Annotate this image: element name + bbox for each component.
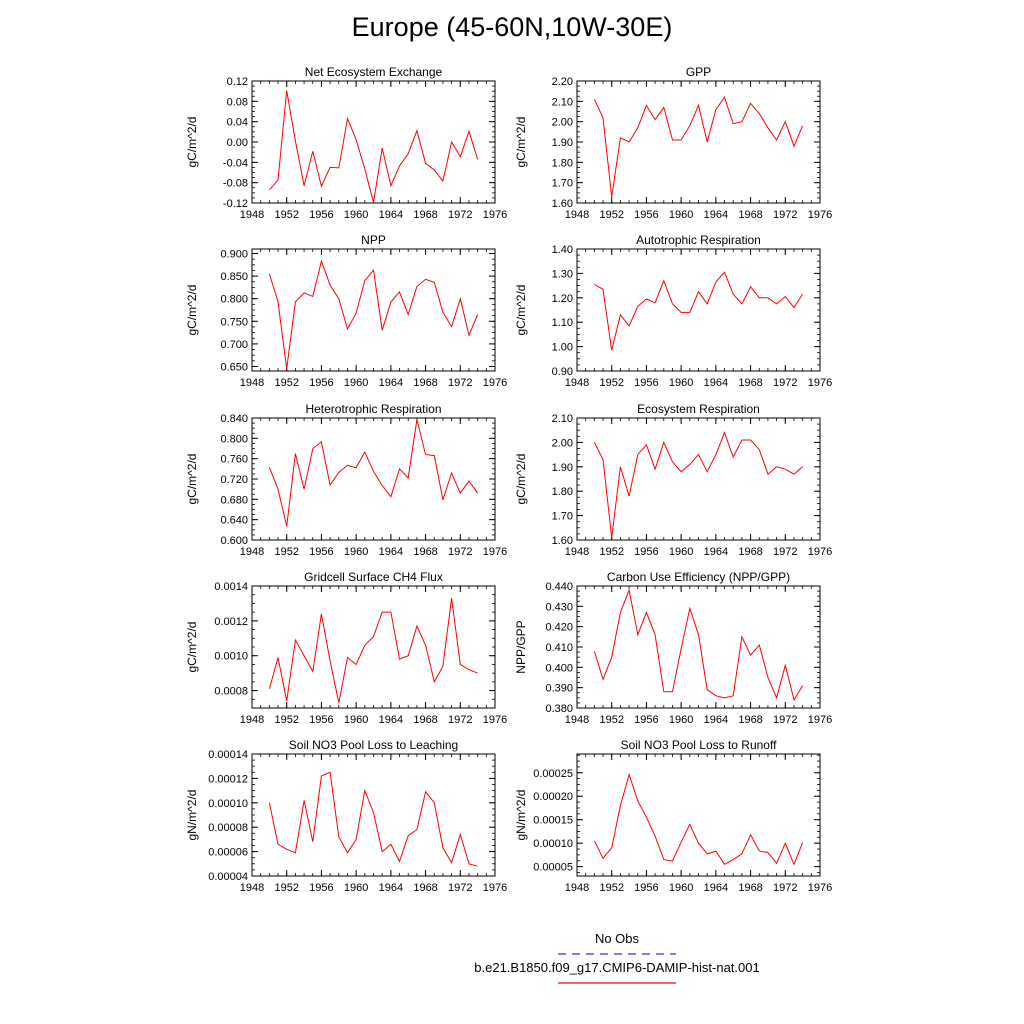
x-tick-label: 1948 <box>239 714 265 726</box>
x-tick-label: 1968 <box>413 714 438 726</box>
y-tick-label: 1.90 <box>551 137 573 149</box>
y-axis-label: gC/m^2/d <box>514 284 528 336</box>
x-tick-label: 1956 <box>634 377 659 389</box>
y-tick-label: 1.80 <box>551 157 573 170</box>
x-tick-label: 1948 <box>239 209 265 221</box>
x-tick-label: 1968 <box>413 546 438 558</box>
panel-title: Soil NO3 Pool Loss to Runoff <box>620 738 777 752</box>
y-axis-label: gC/m^2/d <box>514 453 528 505</box>
y-axis-label: gN/m^2/d <box>185 789 199 841</box>
y-tick-label: 0.640 <box>220 514 248 527</box>
y-tick-label: 0.840 <box>220 413 248 425</box>
x-tick-label: 1964 <box>378 714 404 726</box>
y-tick-label: 0.12 <box>226 76 248 88</box>
x-tick-label: 1968 <box>738 714 763 726</box>
y-axis-label: gC/m^2/d <box>185 453 199 505</box>
panel-title: Autotrophic Respiration <box>636 233 761 247</box>
x-tick-label: 1972 <box>773 209 798 221</box>
x-tick-label: 1972 <box>773 546 798 558</box>
y-tick-label: 0.00005 <box>533 861 573 874</box>
x-tick-label: 1960 <box>343 714 369 726</box>
x-tick-label: 1952 <box>599 377 624 389</box>
legend-model-label: b.e21.B1850.f09_g17.CMIP6-DAMIP-hist-nat.001 <box>474 960 760 975</box>
x-tick-label: 1976 <box>482 546 508 558</box>
y-tick-label: 0.0008 <box>214 685 248 698</box>
x-tick-label: 1952 <box>599 882 624 894</box>
y-tick-label: 0.900 <box>220 248 248 261</box>
x-tick-label: 1976 <box>482 377 508 389</box>
x-tick-label: 1968 <box>413 377 438 389</box>
x-tick-label: 1972 <box>448 377 473 389</box>
panel-title: NPP <box>361 233 386 247</box>
x-tick-label: 1960 <box>668 714 694 726</box>
x-tick-label: 1960 <box>343 377 369 389</box>
x-tick-label: 1952 <box>599 209 624 221</box>
y-tick-label: -0.08 <box>222 177 248 190</box>
x-tick-label: 1948 <box>564 714 590 726</box>
x-tick-label: 1976 <box>807 882 833 894</box>
y-tick-label: 0.430 <box>545 601 573 614</box>
x-tick-label: 1976 <box>807 714 833 726</box>
x-tick-label: 1956 <box>309 546 334 558</box>
panel-title: Carbon Use Efficiency (NPP/GPP) <box>606 570 791 584</box>
x-tick-label: 1972 <box>448 882 473 894</box>
x-tick-label: 1964 <box>378 377 404 389</box>
x-tick-label: 1972 <box>448 209 473 221</box>
y-tick-label: 2.00 <box>551 116 573 129</box>
x-tick-label: 1956 <box>634 209 659 221</box>
y-tick-label: 2.10 <box>551 96 573 109</box>
x-tick-label: 1964 <box>703 209 729 221</box>
y-tick-label: 0.90 <box>551 366 573 378</box>
x-tick-label: 1972 <box>773 377 798 389</box>
x-tick-label: 1948 <box>564 546 590 558</box>
panel-title: Heterotrophic Respiration <box>305 402 442 416</box>
y-tick-label: 1.60 <box>551 198 573 210</box>
y-tick-label: 0.760 <box>220 453 248 466</box>
y-axis-label: gN/m^2/d <box>514 789 528 841</box>
y-tick-label: 0.410 <box>545 642 573 654</box>
y-tick-label: 0.400 <box>545 662 573 675</box>
y-tick-label: 0.04 <box>226 116 248 129</box>
y-tick-label: 0.00010 <box>208 797 248 810</box>
y-tick-label: 0.390 <box>545 682 573 695</box>
x-tick-label: 1948 <box>564 209 590 221</box>
y-tick-label: 2.20 <box>551 76 573 88</box>
y-tick-label: 0.00006 <box>208 846 248 859</box>
y-tick-label: 1.80 <box>551 486 573 499</box>
x-tick-label: 1956 <box>634 546 659 558</box>
y-tick-label: 0.00010 <box>533 838 573 851</box>
x-tick-label: 1964 <box>703 714 729 726</box>
y-tick-label: 0.00004 <box>208 871 248 883</box>
x-tick-label: 1968 <box>738 546 763 558</box>
x-tick-label: 1968 <box>413 882 438 894</box>
panel-title: Soil NO3 Pool Loss to Leaching <box>288 738 459 752</box>
x-tick-label: 1960 <box>343 209 369 221</box>
x-tick-label: 1968 <box>738 377 763 389</box>
x-tick-label: 1956 <box>309 714 334 726</box>
x-tick-label: 1952 <box>274 546 299 558</box>
x-tick-label: 1960 <box>668 546 694 558</box>
x-tick-label: 1976 <box>482 209 508 221</box>
x-tick-label: 1956 <box>309 209 334 221</box>
y-tick-label: 0.00020 <box>533 791 573 804</box>
panel-title: Gridcell Surface CH4 Flux <box>304 570 443 584</box>
y-tick-label: 0.380 <box>545 703 573 715</box>
y-tick-label: 0.680 <box>220 494 248 507</box>
y-tick-label: 1.60 <box>551 535 573 547</box>
panel-title: Ecosystem Respiration <box>637 402 760 416</box>
figure-title: Europe (45-60N,10W-30E) <box>351 12 673 42</box>
y-axis-label: NPP/GPP <box>514 620 528 674</box>
x-tick-label: 1952 <box>274 377 299 389</box>
x-tick-label: 1976 <box>482 882 508 894</box>
y-tick-label: 0.650 <box>220 361 248 374</box>
y-tick-label: 0.00015 <box>533 814 573 827</box>
y-tick-label: 0.00014 <box>208 749 248 761</box>
x-tick-label: 1960 <box>668 377 694 389</box>
x-tick-label: 1964 <box>378 546 404 558</box>
x-tick-label: 1952 <box>599 714 624 726</box>
x-tick-label: 1964 <box>703 377 729 389</box>
y-tick-label: -0.12 <box>222 198 248 210</box>
y-tick-label: 0.00008 <box>208 822 248 835</box>
x-tick-label: 1960 <box>668 882 694 894</box>
x-tick-label: 1972 <box>773 882 798 894</box>
x-tick-label: 1956 <box>634 714 659 726</box>
y-tick-label: 0.00 <box>226 137 248 149</box>
x-tick-label: 1976 <box>807 546 833 558</box>
x-tick-label: 1948 <box>564 882 590 894</box>
x-tick-label: 1952 <box>274 882 299 894</box>
x-tick-label: 1960 <box>343 882 369 894</box>
y-tick-label: 0.0010 <box>214 650 248 663</box>
y-axis-label: gC/m^2/d <box>185 284 199 336</box>
y-tick-label: 0.0012 <box>214 615 248 628</box>
panel-title: GPP <box>685 65 712 79</box>
x-tick-label: 1956 <box>634 882 659 894</box>
y-tick-label: 0.700 <box>220 338 248 351</box>
x-tick-label: 1956 <box>309 882 334 894</box>
y-axis-label: gC/m^2/d <box>185 621 199 673</box>
x-tick-label: 1956 <box>309 377 334 389</box>
x-tick-label: 1948 <box>239 546 265 558</box>
y-tick-label: 2.10 <box>551 413 573 425</box>
x-tick-label: 1968 <box>738 209 763 221</box>
y-tick-label: 0.800 <box>220 433 248 446</box>
y-axis-label: gC/m^2/d <box>514 116 528 168</box>
y-tick-label: 0.800 <box>220 293 248 306</box>
y-tick-label: 1.30 <box>551 268 573 281</box>
y-tick-label: 1.00 <box>551 341 573 354</box>
x-tick-label: 1952 <box>274 714 299 726</box>
x-tick-label: 1964 <box>703 546 729 558</box>
y-tick-label: 0.440 <box>545 581 573 593</box>
y-axis-label: gC/m^2/d <box>185 116 199 168</box>
x-tick-label: 1968 <box>738 882 763 894</box>
y-tick-label: 1.40 <box>551 244 573 256</box>
y-tick-label: 1.90 <box>551 461 573 474</box>
x-tick-label: 1972 <box>773 714 798 726</box>
x-tick-label: 1976 <box>482 714 508 726</box>
y-tick-label: 0.850 <box>220 271 248 284</box>
x-tick-label: 1952 <box>274 209 299 221</box>
y-tick-label: 0.750 <box>220 316 248 329</box>
x-tick-label: 1972 <box>448 714 473 726</box>
x-tick-label: 1960 <box>668 209 694 221</box>
y-tick-label: 0.420 <box>545 621 573 634</box>
x-tick-label: 1972 <box>448 546 473 558</box>
y-tick-label: 1.20 <box>551 292 573 305</box>
y-tick-label: 0.08 <box>226 96 248 109</box>
x-tick-label: 1964 <box>378 882 404 894</box>
x-tick-label: 1960 <box>343 546 369 558</box>
x-tick-label: 1976 <box>807 209 833 221</box>
x-tick-label: 1948 <box>564 377 590 389</box>
y-tick-label: -0.04 <box>222 157 248 170</box>
y-tick-label: 2.00 <box>551 437 573 450</box>
panel-title: Net Ecosystem Exchange <box>304 65 443 79</box>
y-tick-label: 0.00025 <box>533 767 573 780</box>
y-tick-label: 1.10 <box>551 317 573 330</box>
x-tick-label: 1968 <box>413 209 438 221</box>
x-tick-label: 1948 <box>239 377 265 389</box>
x-tick-label: 1964 <box>378 209 404 221</box>
y-tick-label: 0.00012 <box>208 773 248 786</box>
y-tick-label: 1.70 <box>551 510 573 523</box>
x-tick-label: 1964 <box>703 882 729 894</box>
x-tick-label: 1952 <box>599 546 624 558</box>
x-tick-label: 1948 <box>239 882 265 894</box>
y-tick-label: 0.600 <box>220 535 248 547</box>
y-tick-label: 0.720 <box>220 474 248 486</box>
legend-obs-label: No Obs <box>594 931 640 946</box>
y-tick-label: 0.0014 <box>214 581 248 593</box>
x-tick-label: 1976 <box>807 377 833 389</box>
y-tick-label: 1.70 <box>551 177 573 190</box>
